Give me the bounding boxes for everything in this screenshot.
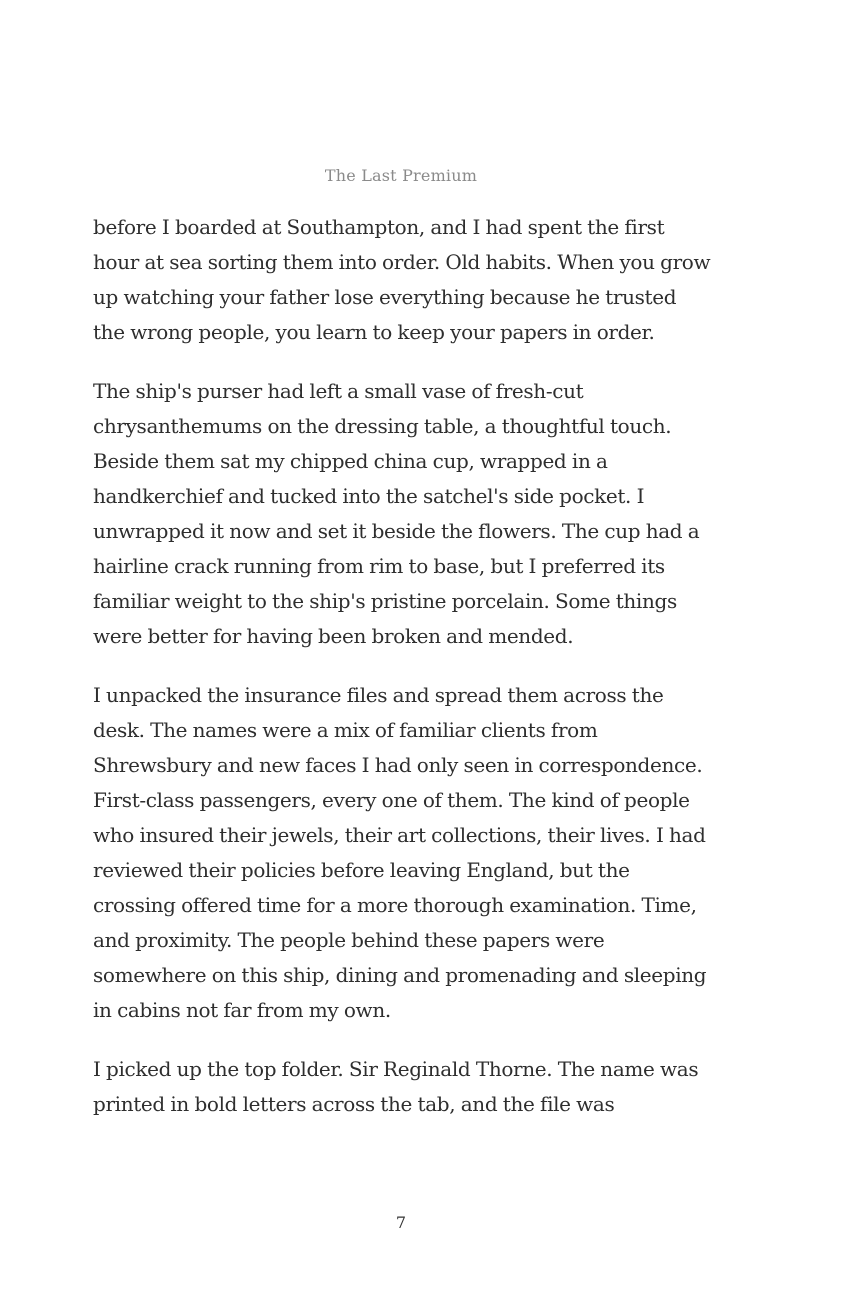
paragraph: The ship's purser had left a small vase of fresh-cut chrysanthemums on the dressing table, a thoughtful touch. Beside them sat my chipped china cup, wrapped in a handkerchief and tucked into the satchel's side pocket. I unwrapped it now and set it beside the flowers. The cup had a hairline crack running from rim to base, but I preferred its familiar weight to the ship's pristine porcelain. Some things were better for having been broken and mended. <box>93 379 700 648</box>
paragraph: I picked up the top folder. Sir Reginald Thorne. The name was printed in bold letters across the tab, and the file was <box>93 1057 699 1116</box>
paragraph: I unpacked the insurance files and spread them across the desk. The names were a mix of familiar clients from Shrewsbury and new faces I had only seen in correspondence. First-class passengers, every one of them. The kind of people who insured their jewels, their art collections, their lives. I had reviewed their policies before leaving England, but the crossing offered time for a more thorough examination. Time, and proximity. The people behind these papers were somewhere on this ship, dining and promenading and sleeping in cabins not far from my own. <box>93 683 707 1022</box>
page-number: 7 <box>395 1213 407 1232</box>
body-text <box>93 210 713 1146</box>
paragraph: before I boarded at Southampton, and I had spent the first hour at sea sorting them into order. Old habits. When you grow up watching your father lose everything because he trusted the wrong people, you learn to keep your papers in order. <box>93 215 711 344</box>
running-header-title: The Last Premium <box>324 166 478 185</box>
